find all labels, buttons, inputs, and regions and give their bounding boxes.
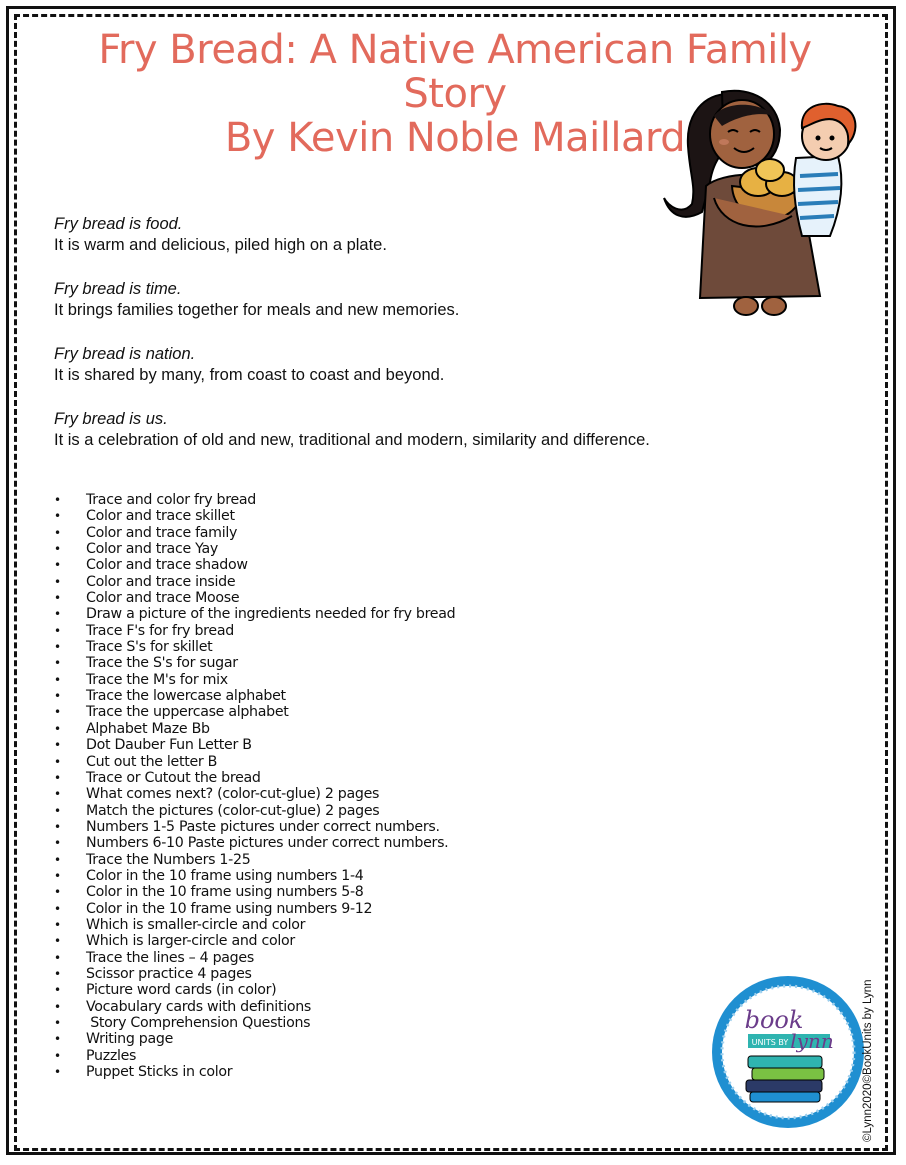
bullet: • (54, 672, 61, 687)
activity-item (54, 1031, 455, 1047)
activity-item (54, 721, 455, 737)
book-stack-icon (746, 1056, 824, 1102)
activity-item (54, 835, 455, 851)
activity-item (54, 623, 455, 639)
activity-item (54, 525, 455, 541)
bullet: • (54, 607, 61, 622)
activity-item (54, 1048, 455, 1064)
intro-body-4: It is a celebration of old and new, traditional and modern, similarity and difference. (54, 431, 650, 449)
activity-label: Cut out the letter B (86, 753, 218, 770)
activity-label: Puppet Sticks in color (86, 1064, 233, 1081)
bullet: • (54, 803, 61, 818)
activity-list (54, 492, 455, 1080)
activity-item (54, 852, 455, 868)
intro-body-3: It is shared by many, from coast to coast and beyond. (54, 366, 445, 384)
bullet: • (54, 721, 61, 736)
activity-label: Which is smaller-circle and color (86, 916, 306, 933)
activity-item (54, 884, 455, 900)
activity-item (54, 966, 455, 982)
activity-label: Color in the 10 frame using numbers 1-4 (86, 867, 364, 884)
title-line-1: Fry Bread: A Native American Family (98, 27, 812, 73)
activity-label: Match the pictures (color-cut-glue) 2 pages (86, 802, 380, 819)
intro-paragraph-3 (54, 344, 754, 386)
activity-item (54, 786, 455, 802)
activity-label: Vocabulary cards with definitions (86, 998, 312, 1015)
copyright-text: ©Lynn2020©BookUnits by Lynn (862, 979, 874, 1142)
intro-paragraph-2 (54, 279, 754, 321)
bullet: • (54, 525, 61, 540)
activity-label: Numbers 6-10 Paste pictures under correct numbers. (86, 835, 449, 852)
activity-item (54, 1064, 455, 1080)
activity-item (54, 901, 455, 917)
intro-body-2: It brings families together for meals and new memories. (54, 301, 460, 319)
activity-label: Writing page (86, 1031, 174, 1048)
activity-label: Color and trace Moose (86, 590, 240, 607)
bullet: • (54, 754, 61, 769)
bullet: • (54, 509, 61, 524)
bullet: • (54, 852, 61, 867)
bullet: • (54, 1048, 61, 1063)
activity-label: Trace F's for fry bread (86, 622, 234, 639)
activity-label: Trace the uppercase alphabet (86, 704, 289, 721)
bullet: • (54, 885, 61, 900)
activity-item (54, 1015, 455, 1031)
intro-lead-2: Fry bread is time. (54, 280, 182, 298)
bullet: • (54, 1065, 61, 1080)
bullet: • (54, 917, 61, 932)
bullet: • (54, 493, 61, 507)
intro-paragraph-1 (54, 214, 754, 256)
activity-label: Trace or Cutout the bread (86, 769, 261, 786)
activity-item (54, 574, 455, 590)
activity-item (54, 868, 455, 884)
logo-book-text: book (744, 1006, 804, 1034)
activity-item (54, 737, 455, 753)
activity-label: Trace the S's for sugar (86, 655, 238, 672)
bullet: • (54, 770, 61, 785)
activity-label: Trace the lines – 4 pages (86, 949, 254, 966)
intro-lead-3: Fry bread is nation. (54, 345, 196, 363)
bullet: • (54, 999, 61, 1014)
book-units-by-lynn-logo (708, 968, 868, 1138)
activity-item (54, 541, 455, 557)
activity-label: Color and trace Yay (86, 541, 218, 558)
bullet: • (54, 558, 61, 573)
activity-label: Trace and color fry bread (86, 492, 256, 508)
bullet: • (54, 983, 61, 998)
activity-label: Trace the lowercase alphabet (86, 688, 286, 705)
activity-item (54, 557, 455, 573)
activity-item (54, 803, 455, 819)
activity-label: Scissor practice 4 pages (86, 965, 252, 982)
intro-body-1: It is warm and delicious, piled high on a plate. (54, 236, 387, 254)
activity-item (54, 917, 455, 933)
bullet: • (54, 819, 61, 834)
bullet: • (54, 574, 61, 589)
activity-item (54, 672, 455, 688)
bullet: • (54, 738, 61, 753)
intro-lead-1: Fry bread is food. (54, 215, 183, 233)
bullet: • (54, 591, 61, 606)
activity-label: Color and trace skillet (86, 508, 235, 525)
activity-label: Color and trace inside (86, 573, 236, 590)
activity-item (54, 933, 455, 949)
activity-item (54, 999, 455, 1015)
title-line-2: Story (403, 71, 507, 117)
logo-units-by-text: UNITS BY (751, 1038, 789, 1047)
activity-label: Alphabet Maze Bb (86, 720, 210, 737)
activity-item (54, 950, 455, 966)
activity-label: Color in the 10 frame using numbers 9-12 (86, 900, 373, 917)
bullet: • (54, 787, 61, 802)
intro-lead-4: Fry bread is us. (54, 410, 168, 428)
activity-label: Color and trace shadow (86, 557, 248, 574)
bullet: • (54, 1032, 61, 1047)
activity-item (54, 606, 455, 622)
bullet: • (54, 901, 61, 916)
activity-label: Trace the M's for mix (86, 671, 228, 688)
bullet: • (54, 542, 61, 557)
activity-item (54, 770, 455, 786)
activity-item (54, 639, 455, 655)
bullet: • (54, 656, 61, 671)
activity-item (54, 508, 455, 524)
title-line-3: By Kevin Noble Maillard (224, 115, 686, 161)
activity-label: Picture word cards (in color) (86, 982, 277, 999)
intro-paragraph-4 (54, 409, 754, 451)
bullet: • (54, 1016, 61, 1030)
activity-label: Trace S's for skillet (86, 639, 213, 656)
activity-label: Story Comprehension Questions (86, 1015, 311, 1031)
intro-text (54, 214, 754, 474)
bullet: • (54, 640, 61, 655)
activity-label: Dot Dauber Fun Letter B (86, 737, 252, 754)
activity-label: Trace the Numbers 1-25 (86, 851, 251, 868)
bullet: • (54, 950, 61, 965)
activity-label: Color and trace family (86, 524, 238, 541)
activity-item (54, 982, 455, 998)
activity-label: Which is larger-circle and color (86, 933, 295, 950)
bullet: • (54, 836, 61, 851)
bullet: • (54, 705, 61, 720)
bullet: • (54, 934, 61, 949)
bullet: • (54, 689, 61, 704)
activity-label: Puzzles (86, 1047, 137, 1064)
bullet: • (54, 868, 61, 883)
activity-label: Draw a picture of the ingredients needed for fry bread (86, 606, 456, 623)
activity-label: Numbers 1-5 Paste pictures under correct numbers. (86, 818, 440, 835)
bullet: • (54, 966, 61, 981)
activity-item (54, 492, 455, 508)
logo-lynn-text: lynn (790, 1029, 834, 1053)
activity-item (54, 819, 455, 835)
activity-label: What comes next? (color-cut-glue) 2 pages (86, 786, 380, 803)
activity-item (54, 590, 455, 606)
activity-item (54, 655, 455, 671)
bullet: • (54, 623, 61, 638)
activity-item (54, 688, 455, 704)
activity-item (54, 704, 455, 720)
activity-label: Color in the 10 frame using numbers 5-8 (86, 884, 364, 901)
activity-item (54, 754, 455, 770)
